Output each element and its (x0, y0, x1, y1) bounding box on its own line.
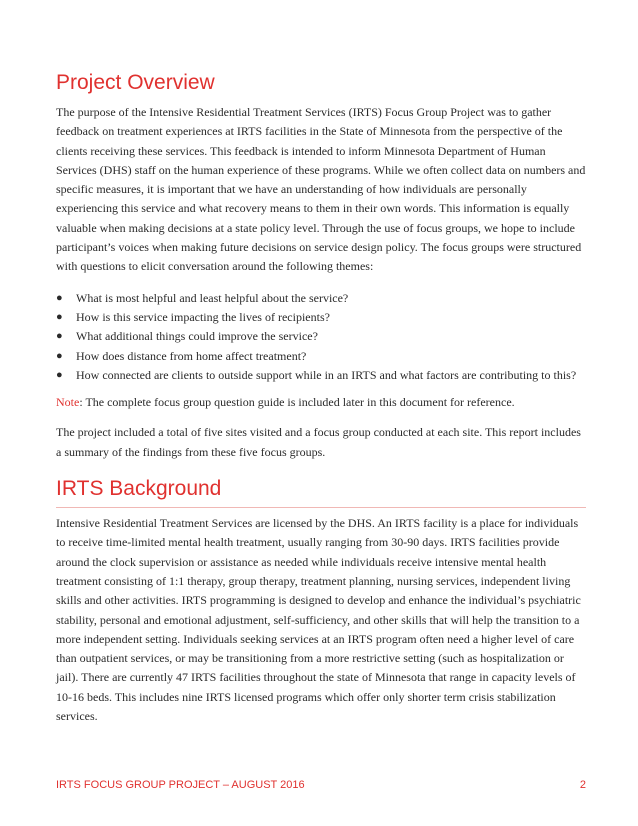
list-item (56, 289, 586, 308)
footer-title: IRTS FOCUS GROUP PROJECT – AUGUST 2016 (56, 779, 305, 791)
list-item-text: How connected are clients to outside support while in an IRTS and what factors are contributing to this? (76, 367, 577, 382)
heading-divider (56, 507, 586, 508)
note-paragraph (56, 393, 586, 412)
page-number: 2 (579, 779, 586, 791)
document-page (56, 70, 586, 726)
page-footer (56, 779, 586, 791)
overview-paragraph: The purpose of the Intensive Residential Treatment Services (IRTS) Focus Group Project was to gather feedback on treatment experiences at IRTS facilities in the State of Minnesota from the perspective of the clients receiving these services. This feedback is intended to inform Minnesota Department of Human Services (DHS) staff on the human experience of these programs. While we often collect data on numbers and specific measures, it is important that we have an understanding of how individuals are personally experiencing this service and what recovery means to them in their own words. This information is equally valuable when making decisions at a state policy level. Through the use of focus groups, we hope to include participant’s voices when making future decisions on service design policy. The focus groups were structured with questions to elicit conversation around the following themes: (56, 105, 586, 274)
bullet-icon: ● (56, 368, 63, 381)
section-heading-project-overview: Project Overview (56, 71, 215, 94)
themes-list (56, 289, 586, 385)
list-item (56, 366, 586, 385)
bullet-icon: ● (56, 349, 63, 362)
bullet-icon: ● (56, 291, 63, 304)
list-item-text: What additional things could improve the service? (76, 329, 318, 344)
note-label: Note (56, 395, 80, 410)
background-paragraph: Intensive Residential Treatment Services are licensed by the DHS. An IRTS facility is a place for individuals to receive time-limited mental health treatment, usually ranging from 30-90 days. IRTS facilities provide around the clock supervision or assistance as needed while individuals receive intensive mental health treatment consisting of 1:1 therapy, group therapy, treatment planning, nursing services, independent living skills and other activities. IRTS programming is designed to develop and enhance the individual’s psychiatric stability, personal and emotional adjustment, self-sufficiency, and other skills that will help the transition to a more independent setting. Individuals seeking services at an IRTS program often need a higher level of care than outpatient services, or may be transitioning from a more restrictive setting (such as hospitalization or jail). There are currently 47 IRTS facilities throughout the state of Minnesota that range in capacity levels of 10-16 beds. This includes nine IRTS licensed programs which offer only shorter term crisis stabilization services. (56, 516, 581, 724)
section-heading-irts-background: IRTS Background (56, 477, 222, 501)
list-item-text: How is this service impacting the lives of recipients? (76, 309, 330, 324)
note-text: : The complete focus group question guide is included later in this document for reference. (79, 395, 515, 410)
list-item (56, 327, 586, 346)
list-item (56, 347, 586, 366)
bullet-icon: ● (56, 330, 63, 343)
bullet-icon: ● (56, 310, 63, 323)
list-item (56, 308, 586, 327)
list-item-text: What is most helpful and least helpful about the service? (76, 290, 349, 305)
project-summary-paragraph: The project included a total of five sites visited and a focus group conducted at each site. This report includes a summary of the findings from these five focus groups. (56, 425, 581, 459)
list-item-text: How does distance from home affect treatment? (76, 348, 307, 363)
